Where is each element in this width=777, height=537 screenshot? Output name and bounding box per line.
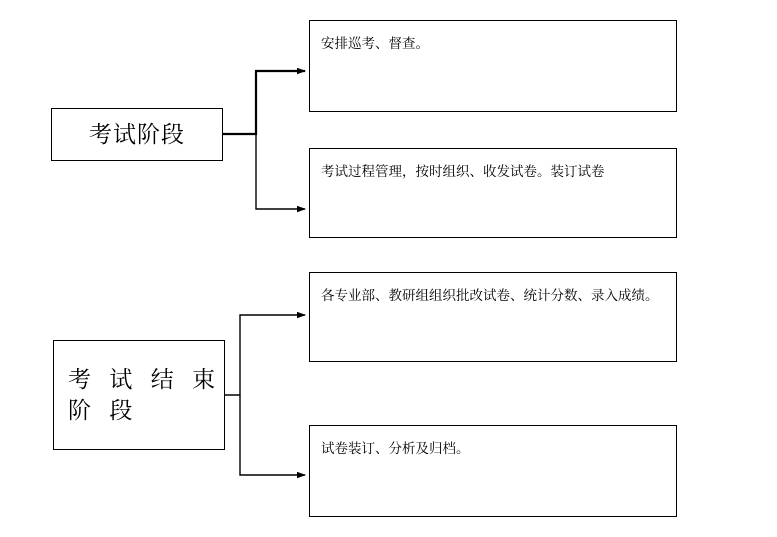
detail-box-binding-archiving[interactable] [309,425,677,517]
connector-end-to-detail4 [240,395,305,475]
connector-exam-to-detail1 [223,71,305,134]
detail-box-process-management-text: 考试过程管理，按时组织、收发试卷。装订试卷 [321,164,605,179]
detail-box-grading-scoring-text: 各专业部、教研组组织批改试卷、统计分数、录入成绩。 [321,288,659,303]
connector-end-to-detail3 [225,315,305,395]
connector-exam-to-detail2 [256,134,305,209]
detail-box-arrange-inspection-text: 安排巡考、督查。 [321,36,429,51]
detail-box-binding-archiving-text: 试卷装订、分析及归档。 [321,441,470,456]
node-exam-stage[interactable] [51,108,223,161]
node-exam-end-stage[interactable] [53,340,225,450]
detail-box-grading-scoring[interactable] [309,272,677,362]
node-exam-end-stage-label: 考 试 结 束 阶 段 [68,365,222,423]
detail-box-process-management[interactable] [309,148,677,238]
node-exam-stage-label: 考试阶段 [89,120,185,147]
detail-box-arrange-inspection[interactable] [309,20,677,112]
